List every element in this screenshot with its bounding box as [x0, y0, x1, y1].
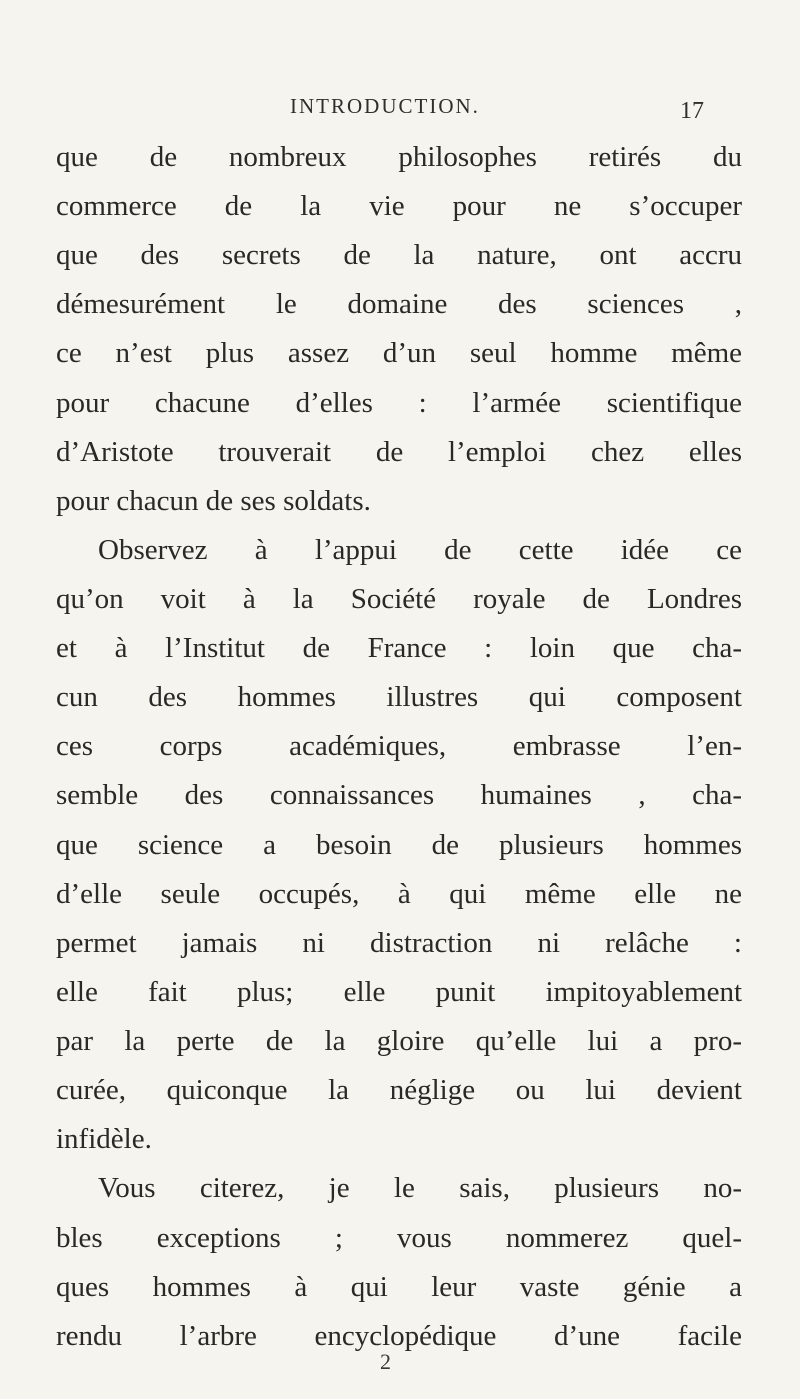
text-line: d’elle seule occupés, à qui même elle ne [56, 878, 742, 910]
text-line: curée, quiconque la néglige ou lui devient [56, 1074, 742, 1106]
text-line: démesurément le domaine des sciences , [56, 288, 742, 320]
page-number: 17 [680, 98, 704, 124]
text-line: semble des connaissances humaines , cha- [56, 779, 742, 811]
running-head [0, 94, 800, 124]
text-line: d’Aristote trouverait de l’emploi chez elles [56, 436, 742, 468]
text-line: ce n’est plus assez d’un seul homme même [56, 337, 742, 369]
text-line: rendu l’arbre encyclopédique d’une facile [56, 1320, 742, 1352]
text-line: Observez à l’appui de cette idée ce [98, 534, 742, 566]
text-line: que science a besoin de plusieurs hommes [56, 829, 742, 861]
text-line: et à l’Institut de France : loin que cha- [56, 632, 742, 664]
text-line: bles exceptions ; vous nommerez quel- [56, 1222, 742, 1254]
text-line: par la perte de la gloire qu’elle lui a pro- [56, 1025, 742, 1057]
text-line: ces corps académiques, embrasse l’en- [56, 730, 742, 762]
text-line: Vous citerez, je le sais, plusieurs no- [98, 1172, 742, 1204]
text-line: elle fait plus; elle punit impitoyablement [56, 976, 742, 1008]
text-line: infidèle. [56, 1123, 152, 1155]
text-line: qu’on voit à la Société royale de Londres [56, 583, 742, 615]
text-line: cun des hommes illustres qui composent [56, 681, 742, 713]
text-line: pour chacune d’elles : l’armée scientifique [56, 387, 742, 419]
text-line: que des secrets de la nature, ont accru [56, 239, 742, 271]
signature-mark: 2 [380, 1349, 391, 1374]
text-line: que de nombreux philosophes retirés du [56, 141, 742, 173]
text-line: ques hommes à qui leur vaste génie a [56, 1271, 742, 1303]
text-line: pour chacun de ses soldats. [56, 485, 371, 517]
running-title: INTRODUCTION. [290, 94, 480, 118]
text-line: permet jamais ni distraction ni relâche : [56, 927, 742, 959]
text-line: commerce de la vie pour ne s’occuper [56, 190, 742, 222]
